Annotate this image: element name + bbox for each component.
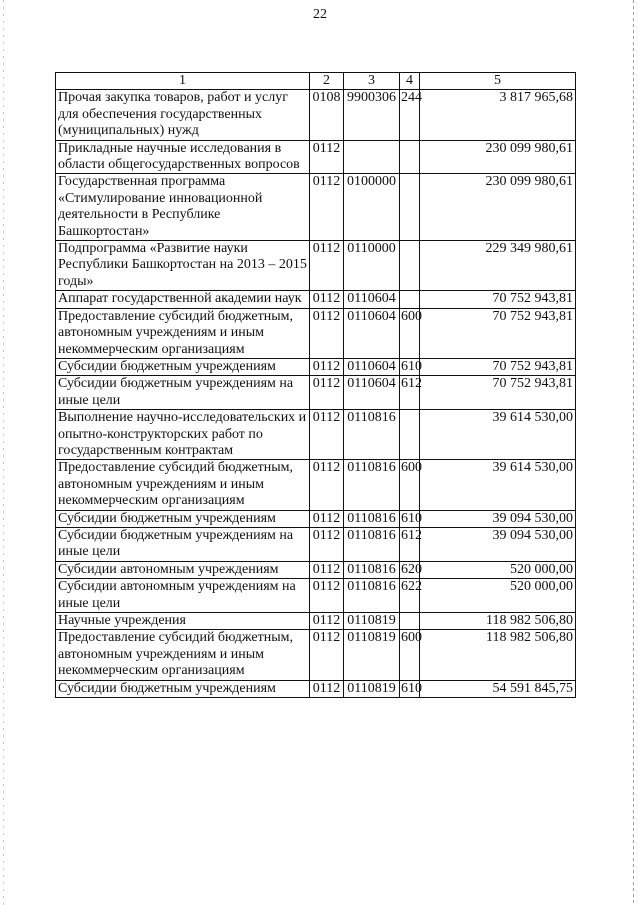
table-row — [56, 174, 576, 241]
table-row — [56, 308, 576, 358]
amount: 520 000,00 — [420, 561, 576, 578]
page-number: 22 — [313, 7, 327, 22]
table-row — [56, 510, 576, 527]
section-code: 0112 — [310, 613, 344, 630]
item-name: Субсидии бюджетным учреждениям на иные цели — [56, 376, 310, 410]
amount: 229 349 980,61 — [420, 241, 576, 291]
target-article: 0110816 — [344, 410, 400, 460]
item-name: Научные учреждения — [56, 613, 310, 630]
target-article: 0110819 — [344, 680, 400, 697]
table-row — [56, 613, 576, 630]
target-article: 0110604 — [344, 308, 400, 358]
table-header-row — [56, 73, 576, 90]
amount: 118 982 506,80 — [420, 613, 576, 630]
table-row — [56, 90, 576, 140]
amount: 520 000,00 — [420, 579, 576, 613]
item-name: Предоставление субсидий бюджетным, автономным учреждениям и иным некоммерческим организациям — [56, 460, 310, 510]
expense-type — [400, 140, 420, 174]
target-article: 0100000 — [344, 174, 400, 241]
amount: 39 094 530,00 — [420, 510, 576, 527]
amount: 3 817 965,68 — [420, 90, 576, 140]
target-article: 0110816 — [344, 561, 400, 578]
section-code: 0112 — [310, 561, 344, 578]
target-article: 0110604 — [344, 291, 400, 308]
page-left-edge — [3, 0, 4, 905]
table-row — [56, 410, 576, 460]
target-article: 0110604 — [344, 358, 400, 375]
section-code: 0112 — [310, 510, 344, 527]
expense-type — [400, 241, 420, 291]
expense-type: 622 — [400, 579, 420, 613]
expense-type — [400, 613, 420, 630]
page-right-edge — [633, 0, 634, 905]
amount: 39 614 530,00 — [420, 410, 576, 460]
header-col-5: 5 — [420, 73, 576, 90]
amount: 70 752 943,81 — [420, 308, 576, 358]
table-row — [56, 358, 576, 375]
table-row — [56, 527, 576, 561]
amount: 54 591 845,75 — [420, 680, 576, 697]
item-name: Подпрограмма «Развитие науки Республики Башкортостан на 2013 – 2015 годы» — [56, 241, 310, 291]
section-code: 0112 — [310, 579, 344, 613]
table-row — [56, 460, 576, 510]
target-article: 0110816 — [344, 579, 400, 613]
expense-type: 600 — [400, 308, 420, 358]
table-row — [56, 140, 576, 174]
expense-type: 612 — [400, 527, 420, 561]
section-code: 0112 — [310, 630, 344, 680]
table-body — [56, 90, 576, 698]
amount: 118 982 506,80 — [420, 630, 576, 680]
budget-table — [55, 72, 576, 698]
table-row — [56, 291, 576, 308]
item-name: Субсидии бюджетным учреждениям на иные цели — [56, 527, 310, 561]
section-code: 0112 — [310, 291, 344, 308]
amount: 39 614 530,00 — [420, 460, 576, 510]
table-row — [56, 561, 576, 578]
section-code: 0108 — [310, 90, 344, 140]
item-name: Аппарат государственной академии наук — [56, 291, 310, 308]
section-code: 0112 — [310, 140, 344, 174]
section-code: 0112 — [310, 460, 344, 510]
amount: 230 099 980,61 — [420, 174, 576, 241]
target-article: 0110819 — [344, 630, 400, 680]
table-row — [56, 376, 576, 410]
expense-type: 620 — [401, 561, 422, 577]
table-row — [56, 579, 576, 613]
target-article — [344, 140, 400, 174]
target-article: 0110816 — [344, 527, 400, 561]
section-code: 0112 — [310, 527, 344, 561]
item-name: Субсидии автономным учреждениям — [56, 561, 310, 578]
section-code: 0112 — [310, 358, 344, 375]
amount: 70 752 943,81 — [420, 376, 576, 410]
section-code: 0112 — [310, 308, 344, 358]
section-code: 0112 — [310, 174, 344, 241]
item-name: Выполнение научно-исследовательских и опытно-конструкторских работ по государственным контрактам — [56, 410, 310, 460]
item-name: Государственная программа «Стимулирование инновационной деятельности в Республике Башкортостан» — [56, 174, 310, 241]
expense-type: 610 — [401, 358, 422, 374]
target-article: 0110604 — [344, 376, 400, 410]
item-name: Субсидии бюджетным учреждениям — [56, 680, 310, 697]
expense-type — [400, 174, 420, 241]
section-code: 0112 — [310, 410, 344, 460]
target-article: 0110819 — [344, 613, 400, 630]
header-col-4: 4 — [400, 73, 420, 90]
item-name: Предоставление субсидий бюджетным, автономным учреждениям и иным некоммерческим организациям — [56, 308, 310, 358]
target-article: 0110816 — [344, 460, 400, 510]
amount: 39 094 530,00 — [420, 527, 576, 561]
expense-type: 612 — [400, 376, 420, 410]
item-name: Субсидии бюджетным учреждениям — [56, 358, 310, 375]
expense-type — [400, 291, 420, 308]
header-col-1: 1 — [56, 73, 310, 90]
item-name: Субсидии бюджетным учреждениям — [56, 510, 310, 527]
header-col-2: 2 — [310, 73, 344, 90]
table-row — [56, 680, 576, 697]
item-name: Предоставление субсидий бюджетным, автономным учреждениям и иным некоммерческим организациям — [56, 630, 310, 680]
amount: 70 752 943,81 — [420, 358, 576, 375]
expense-type: 610 — [401, 510, 422, 526]
target-article: 0110816 — [344, 510, 400, 527]
amount: 230 099 980,61 — [420, 140, 576, 174]
target-article: 9900306 — [344, 90, 400, 140]
item-name: Субсидии автономным учреждениям на иные цели — [56, 579, 310, 613]
expense-type: 600 — [400, 630, 420, 680]
table-row — [56, 241, 576, 291]
expense-type: 244 — [400, 90, 420, 140]
target-article: 0110000 — [344, 241, 400, 291]
expense-type: 610 — [401, 680, 422, 696]
table-row — [56, 630, 576, 680]
section-code: 0112 — [310, 376, 344, 410]
expense-type: 600 — [400, 460, 420, 510]
item-name: Прикладные научные исследования в области общегосударственных вопросов — [56, 140, 310, 174]
amount: 70 752 943,81 — [420, 291, 576, 308]
section-code: 0112 — [310, 241, 344, 291]
expense-type — [400, 410, 420, 460]
item-name: Прочая закупка товаров, работ и услуг для обеспечения государственных (муниципальных) нужд — [56, 90, 310, 140]
section-code: 0112 — [310, 680, 344, 697]
header-col-3: 3 — [344, 73, 400, 90]
